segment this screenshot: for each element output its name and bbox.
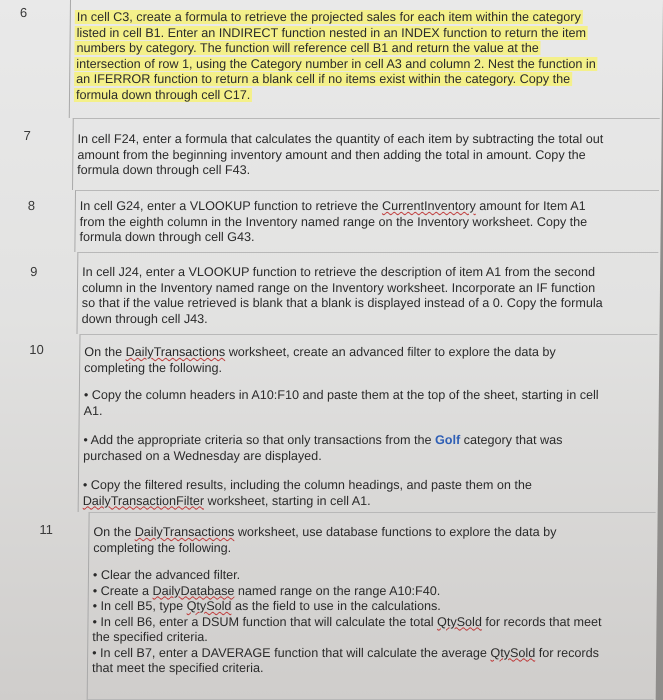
step-text [74,190,659,252]
bullet-item: • In cell B5, type QtySold as the field to use in the calculations. [92,599,441,613]
text-line: formula down through cell G43. [79,230,255,244]
text-line: formula down through cell F43. [77,163,251,177]
worksheet-term: DailyTransactions [125,345,226,359]
text-line: from the eighth column in the Inventory named range on the Inventory worksheet. Copy the [79,214,588,229]
highlighted-line: In cell C3, create a formula to retrieve the projected sales for each item within the category [76,10,581,24]
step-number: 11 [39,522,54,537]
named-range-term: CurrentInventory [381,199,476,213]
worksheet-term: DailyTransactionFilter [82,493,205,508]
field-term: QtySold [437,614,482,629]
text-line: In cell G24, enter a VLOOKUP function to retrieve the CurrentInventory amount for Item A1 [79,199,586,213]
step-row-6 [0,0,663,118]
worksheet-term: DailyTransactions [134,525,235,539]
step-text [77,252,659,334]
bullet-item: • In cell B7, enter a DAVERAGE function that will calculate the average QtySold for records [92,645,600,660]
step-text [87,512,656,700]
step-text [69,0,661,118]
step-row-7 [0,118,662,190]
highlighted-line: numbers by category. The function will reference cell B1 and return the value at the [76,41,539,55]
text-line: In cell J24, enter a VLOOKUP function to retrieve the description of item A1 from the second [82,265,596,279]
highlighted-line: formula down through cell C17. [75,87,251,102]
step-text [72,118,660,190]
category-term: Golf [434,433,461,447]
named-range-term: DailyDatabase [152,583,235,598]
bullet-item: • Copy the column headers in A10:F10 and paste them at the top of the sheet, starting in cell A1. [83,388,599,418]
text-line: On the DailyTransactions worksheet, create an advanced filter to explore the data by [84,345,556,359]
text-line: completing the following. [93,540,232,555]
step-row-10 [0,334,660,512]
bullet-continuation: that meet the specified criteria. [91,661,264,675]
step-row-11 [0,512,658,700]
text-line: completing the following. [84,360,223,375]
bullet-item: • Add the appropriate criteria so that only transactions from the Golf category that was purchased on a Wednesday are displayed. [83,433,563,463]
text-line: In cell F24, enter a formula that calculates the quantity of each item by subtracting the total out [77,132,604,146]
text-line: column in the Inventory named range on the Inventory worksheet. Incorporate an IF function [81,280,596,295]
step-row-9 [0,252,660,334]
bullet-item: • Clear the advanced filter. [92,568,241,582]
highlighted-line: listed in cell B1. Enter an INDIRECT function nested in an INDEX function to return the item [76,25,587,40]
step-number: 7 [23,128,31,143]
step-number: 8 [27,198,36,213]
highlighted-line: intersection of row 1, using the Category number in cell A3 and column 2. Nest the function in [76,56,596,71]
bullet-item: • Copy the filtered results, including the column headings, and paste them on the DailyTransactionFilter worksheet, starting in cell A1. [82,478,532,508]
text-line: On the DailyTransactions worksheet, use database functions to explore the data by [93,525,557,539]
field-term: QtySold [490,645,536,660]
bullet-continuation: the specified criteria. [92,630,208,644]
step-row-8 [0,190,661,252]
step-number: 10 [29,342,44,357]
text-line: amount from the beginning inventory amount and then adding the total in amount. Copy the [77,147,586,162]
step-number: 9 [30,264,38,279]
text-line: down through cell J43. [81,311,208,326]
text-line: so that if the value retrieved is blank that a blank is displayed instead of a 0. Copy the formula [81,296,603,310]
bullet-item: • Create a DailyDatabase named range on the range A10:F40. [92,583,441,598]
bullet-item: • In cell B6, enter a DSUM function that will calculate the total QtySold for records that meet [92,614,602,629]
highlighted-line: an IFERROR function to return a blank cell if no items exist within the category. Copy the [76,72,571,86]
step-number: 6 [19,5,28,20]
step-text [78,334,658,512]
field-term: QtySold [186,599,232,613]
